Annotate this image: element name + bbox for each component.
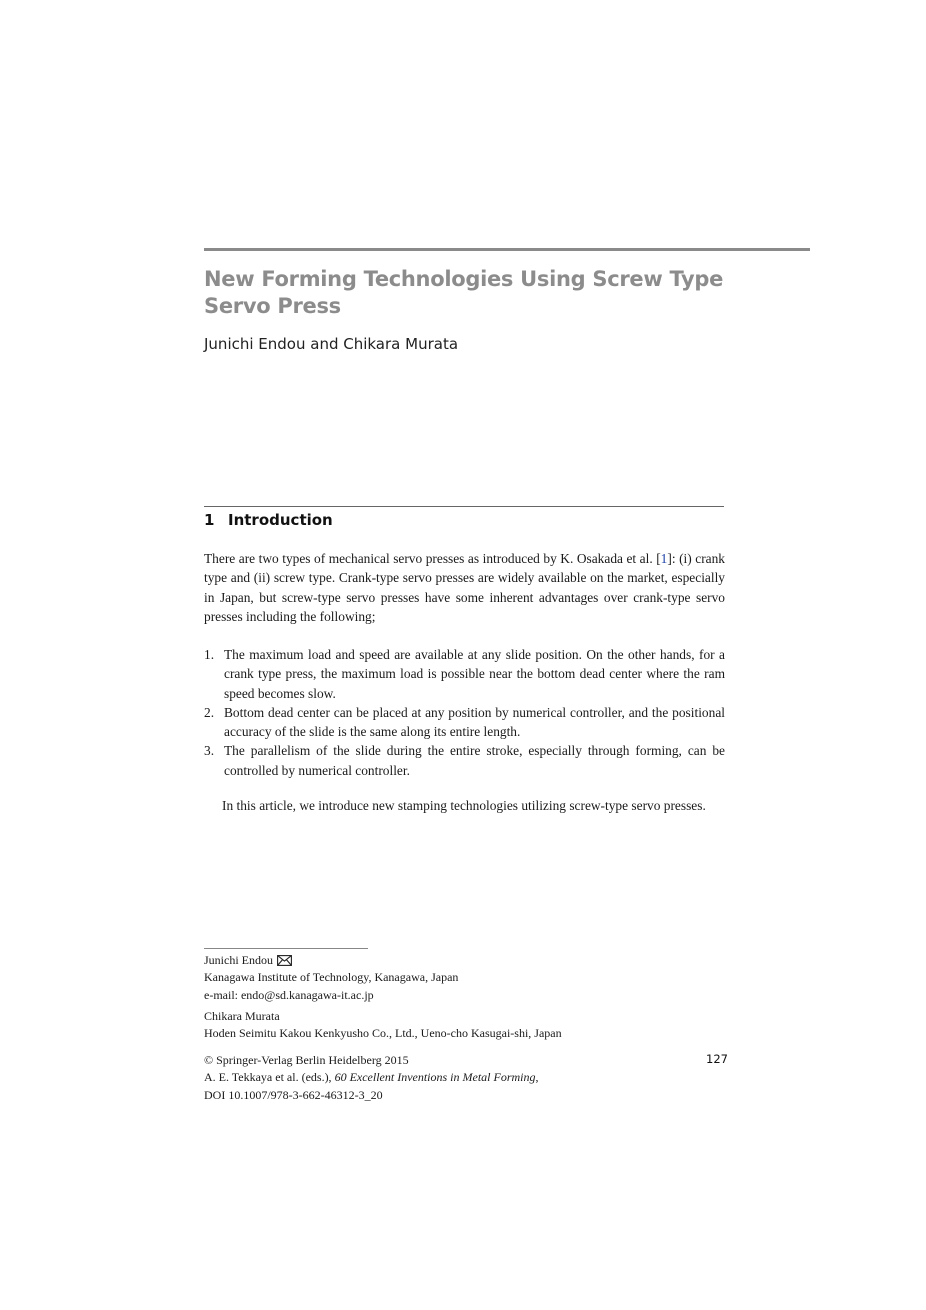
list-item-text: The parallelism of the slide during the entire stroke, especially through forming, can be controlled by numerical controller. — [224, 743, 725, 778]
title-line-2: Servo Press — [204, 294, 341, 318]
list-item — [204, 703, 725, 742]
closing-paragraph: In this article, we introduce new stamping technologies utilizing screw-type servo presses. — [222, 798, 706, 813]
top-rule — [204, 248, 810, 251]
section-title: Introduction — [228, 511, 333, 529]
section-rule — [204, 506, 724, 507]
footnote-rule — [204, 948, 368, 949]
citation-line: A. E. Tekkaya et al. (eds.), 60 Excellent Inventions in Metal Forming, — [204, 1070, 539, 1085]
intro-paragraph: There are two types of mechanical servo presses as introduced by K. Osakada et al. [1]: (i) crank type and (ii) screw type. Crank-type servo presses are widely available on the market, especially in Japan, but screw-type servo presses have some inherent advantages over crank-type servo presses including the following; — [204, 551, 725, 624]
list-item-text: The maximum load and speed are available at any slide position. On the other hands, for a crank type press, the maximum load is possible near the bottom dead center where the ram speed becomes slow. — [224, 647, 725, 701]
section-heading — [204, 511, 333, 529]
reference-link[interactable]: 1 — [660, 551, 668, 566]
doi-line: DOI 10.1007/978-3-662-46312-3_20 — [204, 1087, 383, 1102]
list-marker: 2. — [204, 704, 215, 720]
author2-footnote — [204, 1008, 562, 1043]
list-item-text: Bottom dead center can be placed at any position by numerical controller, and the positional accuracy of the slide is the same along its entire length. — [224, 704, 725, 740]
copyright-block — [204, 1052, 539, 1104]
chapter-title — [204, 266, 724, 320]
list-marker: 1. — [204, 647, 215, 662]
author1-name: Junichi Endou — [204, 953, 273, 967]
book-title: 60 Excellent Inventions in Metal Forming — [334, 1070, 536, 1085]
page-number: 127 — [706, 1052, 728, 1066]
author1-footnote — [204, 952, 458, 1004]
author1-affiliation: Kanagawa Institute of Technology, Kanagawa, Japan — [204, 970, 459, 985]
section-number: 1 — [204, 511, 215, 529]
author-line: Junichi Endou and Chikara Murata — [204, 335, 459, 353]
author2-name: Chikara Murata — [204, 1009, 280, 1023]
list-marker: 3. — [204, 743, 215, 759]
author1-email[interactable]: e-mail: endo@sd.kanagawa-it.ac.jp — [204, 987, 374, 1002]
envelope-icon[interactable] — [277, 955, 292, 966]
author2-affiliation: Hoden Seimitu Kakou Kenkyusho Co., Ltd., Ueno-cho Kasugai-shi, Japan — [204, 1026, 562, 1041]
list-item — [204, 741, 725, 780]
list-item — [204, 645, 725, 703]
copyright-line: © Springer-Verlag Berlin Heidelberg 2015 — [204, 1053, 409, 1067]
advantages-list — [204, 645, 725, 780]
title-line-1: New Forming Technologies Using Screw Type — [204, 267, 724, 291]
